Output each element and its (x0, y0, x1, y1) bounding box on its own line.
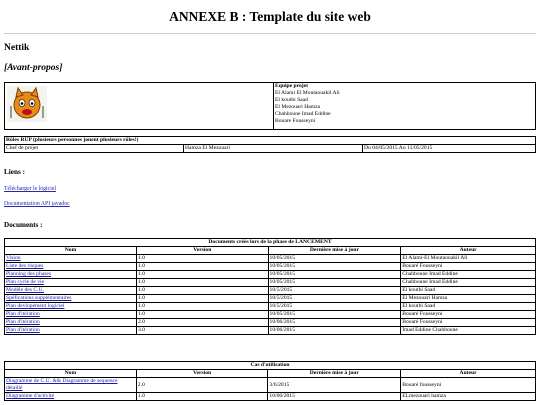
column-header-version: Version (136, 370, 268, 378)
cell-version: 1.0 (136, 279, 268, 287)
cell-author: Bouaré fousseyni (401, 378, 536, 393)
cell-date: 10/05/2015 (268, 255, 401, 263)
team-table (4, 82, 536, 130)
cell-version: 1.0 (136, 255, 268, 263)
table-row (5, 311, 536, 319)
column-header-auteur: Auteur (401, 247, 536, 255)
cell-author: El koutbi Saad (401, 287, 536, 295)
cell-date: 10/05/2015 (268, 311, 401, 319)
document-link[interactable]: Plan d'itération (6, 327, 40, 333)
use-cases-table (4, 361, 536, 401)
table-row (5, 287, 536, 295)
cell-version: 1.0 (136, 311, 268, 319)
document-link[interactable]: Diagramme de C.U. && Diagramme de sequence détaillé (6, 378, 118, 391)
cell-version: 1.0 (136, 303, 268, 311)
document-link[interactable]: Planning des phases (6, 271, 52, 277)
cell-version: 1.0 (136, 287, 268, 295)
cell-date: 3/6/2015 (268, 378, 401, 393)
role-name: Chef de projet (5, 145, 184, 153)
table-row (5, 295, 536, 303)
cell-version: 1.0 (136, 295, 268, 303)
documents-caption: Documents créés lors de la phase de LANCEMENT (5, 239, 536, 247)
cell-date: 10/5/2015 (268, 287, 401, 295)
cell-date: 10/05/2015 (268, 271, 401, 279)
cell-date: 10/06/2015 (268, 327, 401, 335)
cell-author: El Mezouari Hamza (401, 295, 536, 303)
document-link[interactable]: Diagramme d'activité (6, 393, 55, 399)
cell-author: Chahboune Imad Eddine (401, 271, 536, 279)
column-header-nom: Nom (5, 370, 137, 378)
site-name: Nettik (4, 43, 30, 53)
document-link[interactable]: Plan d'itération (6, 311, 40, 317)
document-link[interactable]: Plan cycle de vie (6, 279, 45, 285)
table-row (5, 255, 536, 263)
documents-heading: Documents : (4, 221, 43, 229)
team-member: El koutbi Saad (275, 97, 308, 103)
team-member: Bouare Fousseyni (275, 118, 316, 124)
avant-propos-heading: [Avant-propos] (4, 63, 63, 73)
document-link[interactable]: Spéfications supplémentaires (6, 295, 72, 301)
document-link[interactable]: Plan devlopement logiciel (6, 303, 65, 309)
cell-date: 10/06/2015 (268, 319, 401, 327)
table-row (5, 378, 536, 393)
role-period: Du 04/05/2015 Au 11/05/2015 (363, 145, 536, 153)
page-title: ANNEXE B : Template du site web (169, 9, 371, 24)
table-row (5, 393, 536, 401)
table-row (5, 319, 536, 327)
cell-date: 10/5/2015 (268, 303, 401, 311)
javadoc-link[interactable]: Documentation API javadoc (4, 201, 70, 207)
column-header-version: Version (136, 247, 268, 255)
team-member: El Mezouari Hamza (275, 104, 321, 110)
role-person: Hamza El Mezouari (184, 145, 363, 153)
cell-date: 10/06/2015 (268, 393, 401, 401)
column-header-date: Dernière mise à jour (268, 370, 401, 378)
column-header-nom: Nom (5, 247, 137, 255)
document-link[interactable]: Liste des risques (6, 263, 44, 269)
use-cases-caption: Cas d'utilisation (5, 362, 536, 370)
column-header-date: Dernière mise à jour (268, 247, 401, 255)
cell-version: 1.0 (136, 263, 268, 271)
document-link[interactable]: Vision (6, 255, 21, 261)
download-link[interactable]: Télécharger le logiciel (4, 186, 57, 192)
cell-version: 2.0 (136, 378, 268, 393)
cell-author: Bouaré Fousseyni (401, 263, 536, 271)
table-row (5, 327, 536, 335)
team-logo-icon (7, 86, 47, 122)
cell-date: 10/05/2015 (268, 279, 401, 287)
table-row (5, 271, 536, 279)
document-link[interactable]: Plan d'itération (6, 319, 40, 325)
table-row (5, 303, 536, 311)
cell-date: 10/5/2015 (268, 295, 401, 303)
cell-author: Imad Eddine Chahboune (401, 327, 536, 335)
documents-rows (5, 255, 536, 335)
logo-cell (5, 83, 274, 130)
cell-author: Bouaré Fousseyni (401, 311, 536, 319)
cell-version: 1.0 (136, 271, 268, 279)
document-link[interactable]: Modèle des C.U. (6, 287, 44, 293)
title-divider (4, 33, 536, 34)
cell-author: Chahboune Imad Eddine (401, 279, 536, 287)
cell-version: 3.0 (136, 327, 268, 335)
team-member: Chahboune Imad Eddine (275, 111, 331, 117)
team-heading: Equipe projet (275, 83, 308, 89)
roles-title: Rôles RUP (plusieurs personnes jouent plusieurs rôles!) (5, 137, 536, 145)
cell-date: 10/05/2015 (268, 263, 401, 271)
documents-table (4, 238, 536, 335)
team-member: El Alami El Moutaouakil Ali (275, 90, 340, 96)
cell-author: Bouaré Fousseyni (401, 319, 536, 327)
cell-author: El Alami-El Moutaouakil Ali (401, 255, 536, 263)
cell-version: 1.0 (136, 393, 268, 401)
cell-author: El koutbi Saad (401, 303, 536, 311)
team-cell (274, 83, 536, 130)
links-heading: Liens : (4, 168, 25, 176)
cell-author: ELmezouari hamza (401, 393, 536, 401)
table-row (5, 263, 536, 271)
cell-version: 2.0 (136, 319, 268, 327)
column-header-auteur: Auteur (401, 370, 536, 378)
roles-table (4, 136, 536, 153)
table-row (5, 279, 536, 287)
